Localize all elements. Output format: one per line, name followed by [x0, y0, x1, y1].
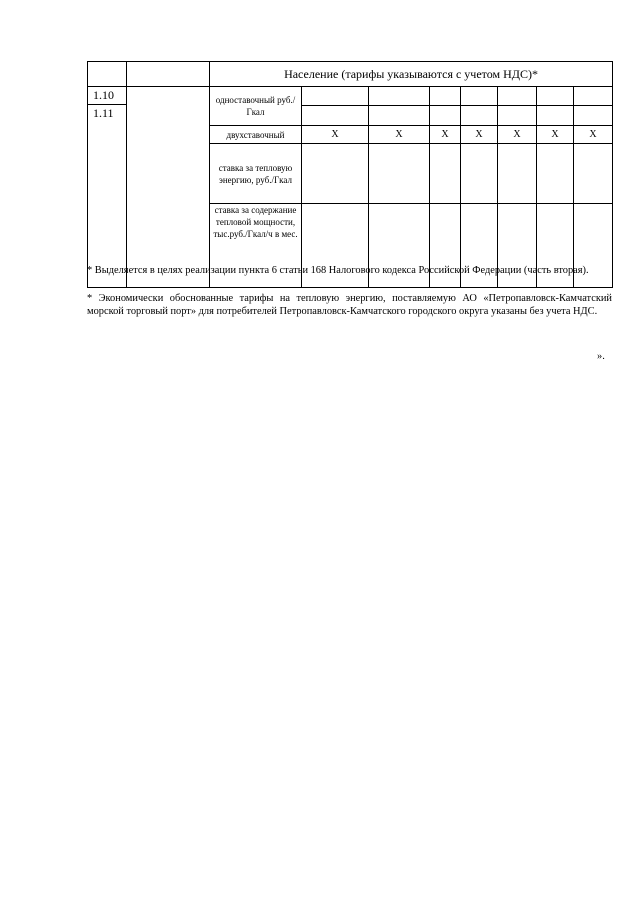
value-cell	[302, 105, 369, 126]
value-cell	[430, 143, 461, 203]
header-empty-name	[127, 62, 210, 87]
x-mark: X	[461, 126, 498, 143]
value-cell	[537, 105, 574, 126]
value-cell	[430, 87, 461, 106]
value-cell	[537, 143, 574, 203]
x-mark: X	[498, 126, 537, 143]
value-cell	[498, 87, 537, 106]
value-cell	[430, 105, 461, 126]
value-cell	[369, 87, 430, 106]
row-number-1-10: 1.10	[88, 87, 126, 105]
value-cell	[461, 143, 498, 203]
row-number-cell	[88, 87, 127, 288]
value-cell	[461, 87, 498, 106]
value-cell	[574, 105, 613, 126]
value-cell	[498, 105, 537, 126]
value-cell	[498, 143, 537, 203]
closing-quote: ».	[597, 351, 605, 362]
value-cell	[369, 105, 430, 126]
header-empty-num	[88, 62, 127, 87]
row-number-1-11: 1.11	[93, 106, 114, 120]
capacity-rate-label: ставка за содержание тепловой мощности, тыс.руб./Гкал/ч в мес.	[210, 204, 302, 288]
population-header: Население (тарифы указываются с учетом НДС)*	[210, 62, 613, 87]
value-cell	[461, 105, 498, 126]
value-cell	[369, 143, 430, 203]
footnote-vat: * Выделяется в целях реализации пункта 6 статьи 168 Налогового кодекса Российской Федерации (часть вторая).	[87, 265, 589, 276]
value-cell	[537, 87, 574, 106]
x-mark: X	[369, 126, 430, 143]
two-part-tariff-label: двухставочный	[210, 126, 302, 143]
x-mark: X	[537, 126, 574, 143]
tariff-table	[87, 61, 613, 288]
one-part-tariff-label: одноставочный руб./Гкал	[210, 87, 302, 126]
x-mark: X	[574, 126, 613, 143]
x-mark: X	[302, 126, 369, 143]
value-cell	[302, 87, 369, 106]
x-mark: X	[430, 126, 461, 143]
energy-rate-label: ставка за тепловую энергию, руб./Гкал	[210, 143, 302, 203]
value-cell	[574, 143, 613, 203]
value-cell	[302, 143, 369, 203]
value-cell	[574, 87, 613, 106]
footnote-economic-tariffs: * Экономически обоснованные тарифы на тепловую энергию, поставляемую АО «Петропавловск-Камчатский морской торговый порт» для потребителей Петропавловск-Камчатского городского округа указаны без учета НДС.	[87, 293, 612, 317]
row-name-cell	[127, 87, 210, 288]
